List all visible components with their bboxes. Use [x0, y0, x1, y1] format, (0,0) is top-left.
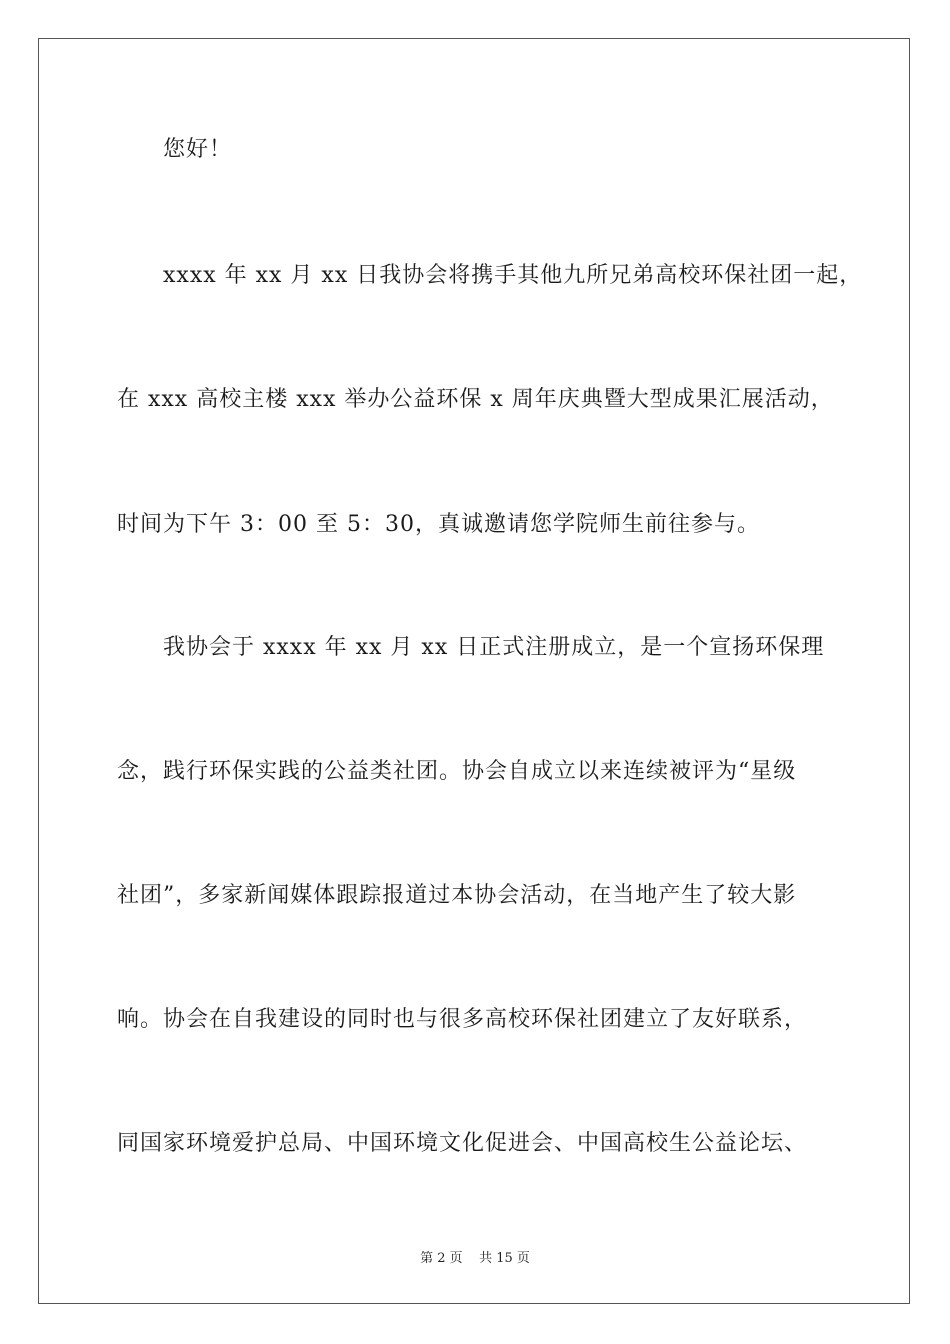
- body-line-5: 念，践行环保实践的公益类社团。协会自成立以来连续被评为“星级: [117, 759, 797, 784]
- body-line-6: 社团”，多家新闻媒体跟踪报道过本协会活动，在当地产生了较大影: [117, 883, 797, 908]
- body-line-8: 同国家环境爱护总局、中国环境文化促进会、中国高校生公益论坛、: [117, 1131, 808, 1156]
- body-line-3: 时间为下午 3：00 至 5：30，真诚邀请您学院师生前往参与。: [117, 512, 760, 537]
- page-number-footer: 第 2 页 共 15 页: [420, 1251, 530, 1266]
- greeting-line: 您好！: [163, 137, 233, 162]
- body-line-7: 响。协会在自我建设的同时也与很多高校环保社团建立了友好联系，: [117, 1007, 808, 1032]
- body-line-4: 我协会于 xxxx 年 xx 月 xx 日正式注册成立，是一个宣扬环保理: [163, 635, 825, 660]
- body-line-2: 在 xxx 高校主楼 xxx 举办公益环保 x 周年庆典暨大型成果汇展活动，: [117, 387, 834, 412]
- page-border: [38, 38, 910, 1304]
- body-line-1: xxxx 年 xx 月 xx 日我协会将携手其他九所兄弟高校环保社团一起，: [163, 263, 863, 288]
